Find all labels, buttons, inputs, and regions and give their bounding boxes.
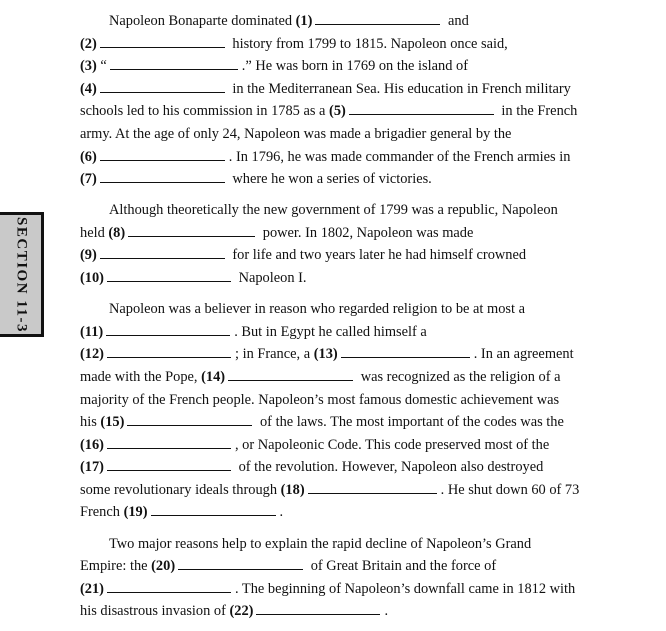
text-run: in the Mediterranean Sea. His education in French military bbox=[228, 80, 571, 97]
text-line bbox=[80, 298, 620, 321]
text-run: Empire: the bbox=[80, 558, 152, 575]
text-line bbox=[80, 578, 620, 601]
answer-blank[interactable] bbox=[341, 345, 470, 358]
question-number: (16) bbox=[80, 436, 104, 453]
text-line bbox=[80, 146, 620, 169]
question-number: (2) bbox=[80, 35, 97, 52]
text-run: “ bbox=[96, 58, 107, 75]
section-tab-label: SECTION 11-3 bbox=[13, 216, 29, 333]
text-run: history from 1799 to 1815. Napoleon once said, bbox=[228, 35, 508, 52]
answer-blank[interactable] bbox=[107, 345, 231, 358]
answer-blank[interactable] bbox=[127, 413, 252, 426]
answer-blank[interactable] bbox=[100, 80, 225, 93]
answer-blank[interactable] bbox=[308, 481, 437, 494]
text-run: . In 1796, he was made commander of the French armies in bbox=[228, 148, 571, 165]
text-line bbox=[80, 501, 620, 524]
answer-blank[interactable] bbox=[178, 557, 303, 570]
text-run: and bbox=[444, 13, 469, 29]
text-line bbox=[80, 411, 620, 434]
question-number: (15) bbox=[100, 414, 125, 431]
text-run: made with the Pope, bbox=[80, 368, 202, 385]
text-run: his bbox=[80, 414, 101, 431]
text-run: for life and two years later he had himself crowned bbox=[228, 247, 527, 264]
answer-blank[interactable] bbox=[100, 35, 225, 48]
text-run: some revolutionary ideals through bbox=[80, 481, 281, 498]
paragraph bbox=[80, 199, 620, 289]
text-run: of the revolution. However, Napoleon also destroyed bbox=[234, 459, 544, 476]
text-run: Napoleon I. bbox=[234, 270, 307, 287]
question-number: (3) bbox=[80, 58, 97, 75]
paragraph bbox=[80, 10, 620, 191]
text-line bbox=[80, 10, 620, 33]
text-line bbox=[80, 123, 620, 146]
answer-blank[interactable] bbox=[107, 269, 231, 282]
paragraph bbox=[80, 533, 620, 623]
text-run: where he won a series of victories. bbox=[228, 171, 432, 188]
text-run: Although theoretically the new government of 1799 was a republic, Napoleon bbox=[109, 202, 558, 219]
question-number: (17) bbox=[80, 459, 104, 476]
text-run: . In an agreement bbox=[473, 346, 574, 363]
text-line bbox=[80, 434, 620, 457]
text-run: Napoleon was a believer in reason who regarded religion to be at most a bbox=[109, 301, 525, 318]
paragraph bbox=[80, 298, 620, 524]
answer-blank[interactable] bbox=[151, 503, 276, 516]
question-number: (7) bbox=[80, 171, 97, 188]
question-number: (1) bbox=[295, 13, 313, 29]
answer-blank[interactable] bbox=[106, 323, 230, 336]
text-line bbox=[80, 479, 620, 502]
text-line bbox=[80, 244, 620, 267]
text-line bbox=[80, 389, 620, 412]
text-run: . bbox=[384, 603, 389, 620]
text-line bbox=[80, 456, 620, 479]
text-line bbox=[80, 100, 620, 123]
question-number: (6) bbox=[80, 148, 97, 165]
text-run: in the French bbox=[497, 103, 578, 120]
text-run: . He shut down 60 of 73 bbox=[440, 481, 580, 498]
question-number: (14) bbox=[201, 368, 226, 385]
question-number: (10) bbox=[80, 270, 104, 287]
text-line bbox=[80, 222, 620, 245]
text-run: Napoleon Bonaparte dominated bbox=[109, 13, 296, 29]
answer-blank[interactable] bbox=[228, 368, 353, 381]
question-number: (13) bbox=[313, 346, 338, 363]
text-run: majority of the French people. Napoleon’s most famous domestic achievement was bbox=[80, 391, 560, 408]
question-number: (8) bbox=[108, 224, 126, 241]
text-run: . The beginning of Napoleon’s downfall came in 1812 with bbox=[234, 580, 576, 597]
text-run: ; in France, a bbox=[234, 346, 314, 363]
text-line bbox=[80, 33, 620, 56]
answer-blank[interactable] bbox=[100, 170, 225, 183]
text-line bbox=[80, 343, 620, 366]
answer-blank[interactable] bbox=[107, 436, 231, 449]
answer-blank[interactable] bbox=[128, 224, 255, 237]
section-tab bbox=[0, 212, 44, 337]
text-run: of Great Britain and the force of bbox=[307, 558, 497, 575]
text-line bbox=[80, 600, 620, 623]
text-run: his disastrous invasion of bbox=[80, 603, 230, 620]
text-run: schools led to his commission in 1785 as a bbox=[80, 103, 330, 120]
answer-blank[interactable] bbox=[100, 246, 225, 259]
text-run: . bbox=[279, 504, 284, 521]
text-line bbox=[80, 199, 620, 222]
question-number: (19) bbox=[123, 504, 148, 521]
text-run: of the laws. The most important of the codes was the bbox=[256, 414, 564, 431]
question-number: (12) bbox=[80, 346, 104, 363]
answer-blank[interactable] bbox=[315, 12, 440, 25]
text-line bbox=[80, 321, 620, 344]
text-line bbox=[80, 366, 620, 389]
text-line bbox=[80, 78, 620, 101]
text-line bbox=[80, 168, 620, 191]
text-run: held bbox=[80, 224, 109, 241]
text-line bbox=[80, 55, 620, 78]
answer-blank[interactable] bbox=[100, 148, 225, 161]
question-number: (4) bbox=[80, 80, 97, 97]
text-run: was recognized as the religion of a bbox=[357, 368, 561, 385]
worksheet-body bbox=[80, 10, 620, 631]
text-run: , or Napoleonic Code. This code preserved most of the bbox=[234, 436, 550, 453]
question-number: (22) bbox=[229, 603, 254, 620]
answer-blank[interactable] bbox=[256, 602, 380, 615]
text-run: power. In 1802, Napoleon was made bbox=[259, 224, 474, 241]
text-line bbox=[80, 267, 620, 290]
question-number: (21) bbox=[80, 580, 104, 597]
question-number: (11) bbox=[80, 323, 104, 340]
answer-blank[interactable] bbox=[107, 580, 231, 593]
answer-blank[interactable] bbox=[107, 458, 231, 471]
text-line bbox=[80, 533, 620, 556]
question-number: (18) bbox=[280, 481, 305, 498]
question-number: (5) bbox=[329, 103, 346, 120]
answer-blank[interactable] bbox=[349, 102, 494, 115]
text-run: French bbox=[80, 504, 124, 521]
text-line bbox=[80, 555, 620, 578]
question-number: (9) bbox=[80, 247, 97, 264]
question-number: (20) bbox=[151, 558, 176, 575]
text-run: . But in Egypt he called himself a bbox=[234, 323, 427, 340]
text-run: army. At the age of only 24, Napoleon was made a brigadier general by the bbox=[80, 125, 512, 142]
text-run: Two major reasons help to explain the rapid decline of Napoleon’s Grand bbox=[109, 535, 532, 552]
answer-blank[interactable] bbox=[110, 57, 238, 70]
text-run: .” He was born in 1769 on the island of bbox=[241, 58, 468, 75]
